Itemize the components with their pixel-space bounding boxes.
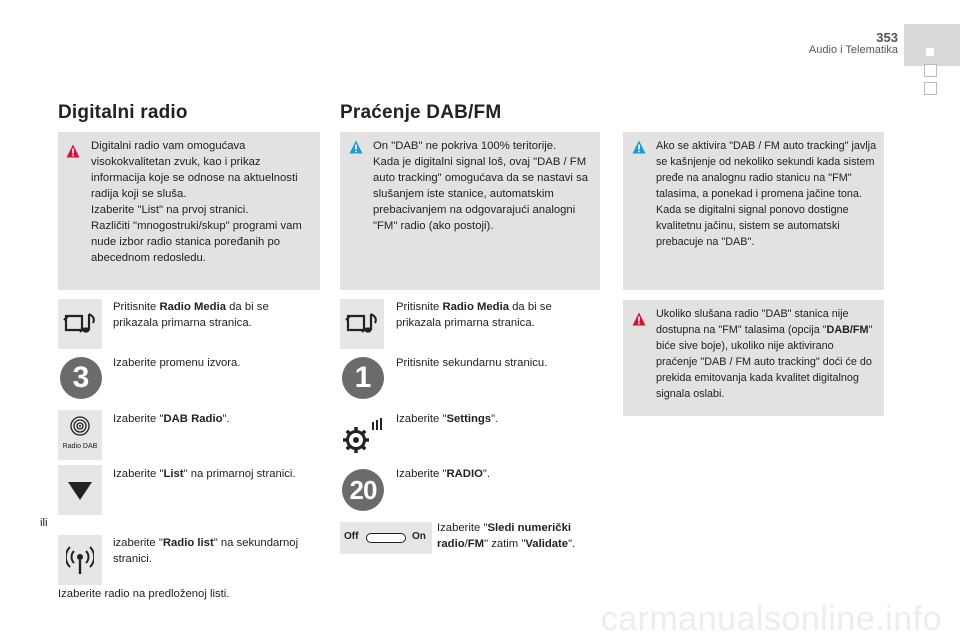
left-step3: Izaberite "DAB Radio".	[113, 413, 230, 425]
left-warning-box	[58, 132, 320, 290]
middle-step1: Pritisnite Radio Media da bi se prikazala primarna stranica.	[396, 301, 552, 329]
middle-radio-media-button-box	[340, 299, 384, 349]
info-icon	[349, 140, 363, 154]
toggle-off-label: Off	[344, 531, 359, 542]
list-button-box	[58, 465, 102, 515]
right-warning-box	[623, 300, 884, 416]
step-badge-1-label: 1	[354, 361, 372, 394]
right-info-text: Ako se aktivira "DAB / FM auto tracking" javlja se kašnjenje od nekoliko sekundi kada sistem pređe na analognu radio stanicu na "FM" talasima, a ponekad i promena jačine tona. Kada se digitalni signal ponovo dostigne kvalitetnu jačinu, sistem se automatski prebacuje na "DAB".	[656, 140, 877, 248]
antenna-icon	[66, 544, 94, 576]
warning-icon	[66, 144, 80, 158]
middle-step2: Pritisnite sekundarnu stranicu.	[396, 357, 548, 369]
step-badge-3-label: 3	[72, 361, 90, 394]
right-warning-text: Ukoliko slušana radio "DAB" stanica nije dostupna na "FM" talasima (opcija "DAB/FM" biće sive boje), ukoliko nije aktivirano praćenje "DAB / FM auto tracking" doći će do prekida emitovanja kada kvalitet digitalnog signala oslabi.	[656, 308, 873, 400]
left-step1: Pritisnite Radio Media da bi se prikazala primarna stranica.	[113, 301, 269, 329]
warning-icon	[632, 312, 646, 326]
left-step2: Izaberite promenu izvora.	[113, 357, 241, 369]
right-info-box	[623, 132, 884, 290]
settings-gear-icon	[342, 418, 386, 458]
radio-dab-button-box	[58, 410, 102, 460]
tab-marker-outline-1	[924, 64, 937, 77]
left-title: Digitalni radio	[58, 102, 188, 123]
radio-media-icon	[344, 310, 382, 338]
step-badge-20-label: 20	[349, 475, 377, 505]
left-final: Izaberite radio na predloženoj listi.	[58, 588, 230, 600]
tab-marker	[926, 48, 934, 56]
radio-dab-icon	[70, 416, 90, 436]
left-warning-text: Digitalni radio vam omogućava visokokvalitetan zvuk, kao i prikaz informacija koje se odnose na aktuelnosti radija koji se sluša. Izaberite "List" na prvoj stranici. Različiti "mnogostruki/skup" programi vam nude izbor radio stanica poređanih po abecednom redosledu.	[91, 140, 302, 264]
page-number: 353	[876, 30, 898, 45]
toggle-switch	[366, 533, 406, 543]
radio-media-button-box	[58, 299, 102, 349]
chapter-tab	[904, 24, 960, 66]
info-icon	[632, 140, 646, 154]
triangle-down-icon	[67, 481, 93, 501]
radio-list-button-box	[58, 535, 102, 585]
radio-media-icon	[62, 310, 100, 338]
watermark-text: carmanualsonline.info	[600, 600, 942, 638]
middle-step3: Izaberite "Settings".	[396, 413, 499, 425]
middle-info-box	[340, 132, 600, 290]
middle-info-text: On "DAB" ne pokriva 100% teritorije. Kada je digitalni signal loš, ovaj "DAB / FM auto tracking" omogućava da se nastavi sa slušanjem iste stanice, automatskim prebacivanjem na odgovarajući analogni "FM" radio (ako postoji).	[373, 140, 589, 232]
section-title: Audio i Telematika	[808, 44, 898, 56]
tab-marker-outline-2	[924, 82, 937, 95]
middle-title: Praćenje DAB/FM	[340, 102, 502, 123]
middle-step4: Izaberite "RADIO".	[396, 468, 491, 480]
footer-watermark	[0, 600, 960, 640]
toggle-on-label: On	[412, 531, 426, 542]
ili-label: ili	[40, 517, 48, 529]
left-step5: izaberite "Radio list" na sekundarnoj stranici.	[113, 537, 299, 565]
radio-dab-label: Radio DAB	[62, 443, 98, 450]
toggle-box	[340, 522, 432, 554]
left-step4: Izaberite "List" na primarnoj stranici.	[113, 468, 296, 480]
middle-step5: Izaberite "Sledi numerički radio/FM" zatim "Validate".	[437, 522, 576, 550]
